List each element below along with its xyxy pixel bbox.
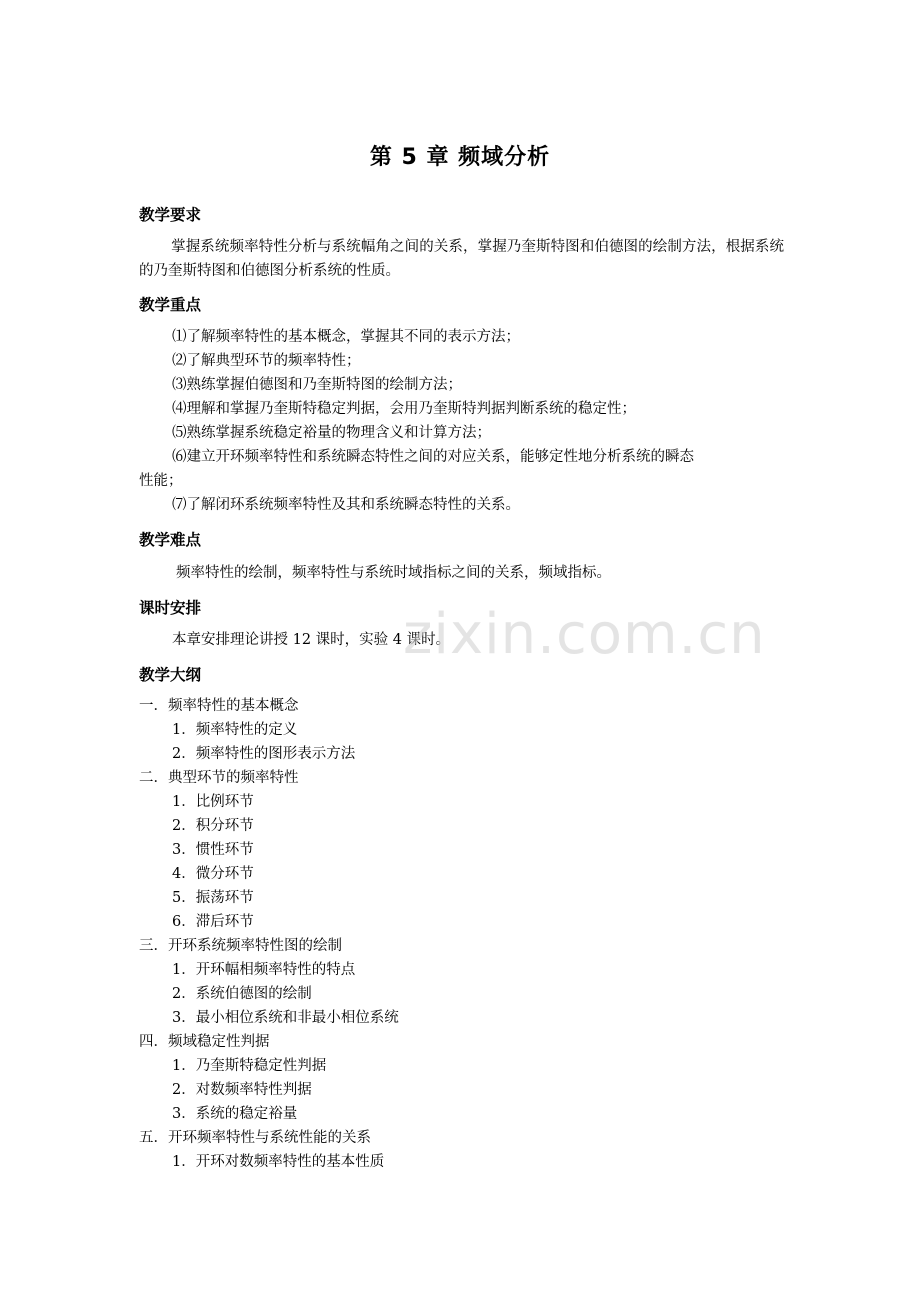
chapter-title: 第 5 章 频域分析 [369, 145, 551, 170]
schedule-heading: 课时安排 [139, 599, 202, 617]
outline-item: 1．开环幅相频率特性的特点 [172, 962, 356, 978]
outline-chapter: 四．频域稳定性判据 [139, 1034, 270, 1050]
outline-item: 1．比例环节 [172, 794, 254, 810]
key-point-item: ⑷理解和掌握乃奎斯特稳定判据，会用乃奎斯特判据判断系统的稳定性； [172, 401, 636, 417]
outline-item: 1．乃奎斯特稳定性判据 [172, 1058, 327, 1074]
outline-item: 2．积分环节 [172, 818, 254, 834]
key-points-heading: 教学重点 [139, 296, 202, 314]
requirements-text [139, 235, 784, 283]
outline-chapter: 二．典型环节的频率特性 [139, 770, 299, 786]
outline-item: 3．系统的稳定裕量 [172, 1106, 298, 1122]
outline-chapter: 五．开环频率特性与系统性能的关系 [139, 1130, 371, 1146]
outline-item: 1．开环对数频率特性的基本性质 [172, 1154, 385, 1170]
outline-item: 2．频率特性的图形表示方法 [172, 746, 356, 762]
key-point-item: ⑶熟练掌握伯德图和乃奎斯特图的绘制方法； [172, 377, 462, 393]
outline-item: 6．滞后环节 [172, 914, 254, 930]
key-point-item-continued: 性能； [139, 473, 183, 489]
outline-chapter: 三．开环系统频率特性图的绘制 [139, 938, 342, 954]
key-point-item: ⑵了解典型环节的频率特性； [172, 353, 361, 369]
key-point-item: ⑹建立开环频率特性和系统瞬态特性之间的对应关系，能够定性地分析系统的瞬态 [172, 449, 694, 465]
outline-heading: 教学大纲 [139, 666, 202, 684]
key-point-item: ⑴了解频率特性的基本概念，掌握其不同的表示方法； [172, 329, 520, 345]
difficulties-heading: 教学难点 [139, 531, 202, 549]
key-point-item: ⑺了解闭环系统频率特性及其和系统瞬态特性的关系。 [172, 497, 520, 513]
outline-item: 4．微分环节 [172, 866, 254, 882]
key-point-item: ⑸熟练掌握系统稳定裕量的物理含义和计算方法； [172, 425, 491, 441]
outline-item: 1．频率特性的定义 [172, 722, 298, 738]
outline-item: 3．最小相位系统和非最小相位系统 [172, 1010, 399, 1026]
watermark: zixin.com.cn [403, 602, 766, 667]
outline-chapter: 一．频率特性的基本概念 [139, 698, 299, 714]
requirements-heading: 教学要求 [139, 206, 202, 224]
requirements-text-content: 掌握系统频率特性分析与系统幅角之间的关系，掌握乃奎斯特图和伯德图的绘制方法，根据系统的乃奎斯特图和伯德图分析系统的性质。 [139, 239, 784, 279]
outline-item: 3．惯性环节 [172, 842, 254, 858]
schedule-text: 本章安排理论讲授 12 课时，实验 4 课时。 [172, 632, 451, 648]
outline-item: 5．振荡环节 [172, 890, 254, 906]
difficulties-text: 频率特性的绘制，频率特性与系统时域指标之间的关系，频域指标。 [176, 565, 611, 581]
outline-item: 2．系统伯德图的绘制 [172, 986, 312, 1002]
outline-item: 2．对数频率特性判据 [172, 1082, 312, 1098]
